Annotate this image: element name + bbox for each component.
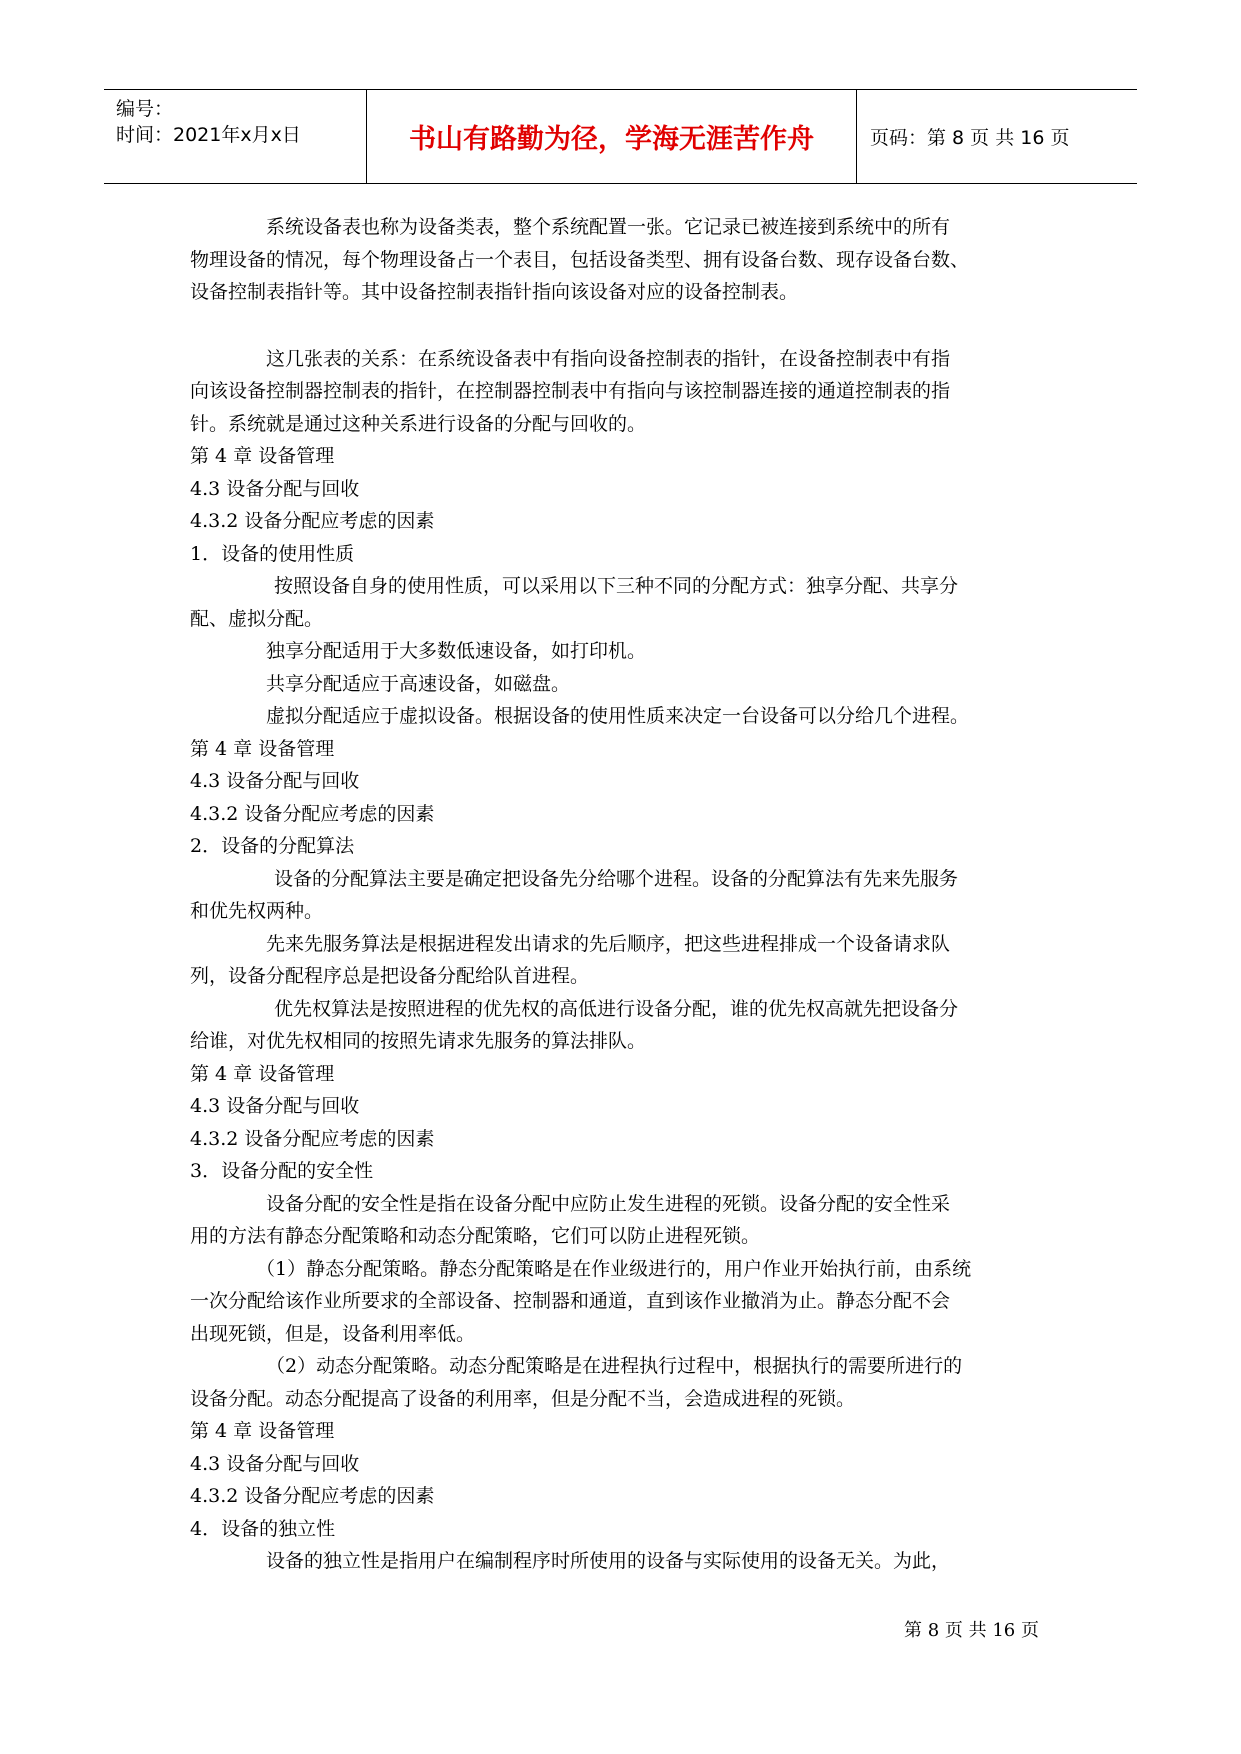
paragraph-line: （1）静态分配策略。静态分配策略是在作业级进行的，用户作业开始执行前，由系统 [256, 1257, 972, 1280]
paragraph-line: 设备控制表指针等。其中设备控制表指针指向该设备对应的设备控制表。 [190, 281, 799, 303]
subsection-heading: 4.3.2 设备分配应考虑的因素 [190, 1127, 435, 1150]
paragraph-line: 列，设备分配程序总是把设备分配给队首进程。 [190, 965, 590, 987]
header-page-cell [856, 90, 1137, 183]
paragraph-line: 针。系统就是通过这种关系进行设备的分配与回收的。 [190, 412, 647, 435]
topic-heading: 2．设备的分配算法 [190, 835, 355, 857]
paragraph-line: 这几张表的关系：在系统设备表中有指向设备控制表的指针，在设备控制表中有指 [266, 347, 951, 370]
paragraph-line: 配、虚拟分配。 [190, 607, 324, 630]
paragraph-line: 物理设备的情况，每个物理设备占一个表目，包括设备类型、拥有设备台数、现存设备台数、 [190, 248, 970, 271]
section-heading: 4.3 设备分配与回收 [190, 770, 360, 792]
subsection-heading: 4.3.2 设备分配应考虑的因素 [190, 510, 435, 532]
page-header [104, 89, 1137, 184]
paragraph-line: 共享分配适应于高速设备，如磁盘。 [266, 672, 571, 695]
topic-heading: 3．设备分配的安全性 [190, 1160, 374, 1182]
paragraph-line: 设备分配的安全性是指在设备分配中应防止发生进程的死锁。设备分配的安全性采 [266, 1192, 951, 1215]
motto: 书山有路勤为径，学海无涯苦作舟 [409, 124, 814, 155]
chapter-heading: 第 4 章 设备管理 [190, 1062, 335, 1085]
topic-heading: 4．设备的独立性 [190, 1517, 336, 1540]
page-footer: 第 8 页 共 16 页 [904, 1620, 1039, 1641]
chapter-heading: 第 4 章 设备管理 [190, 1420, 335, 1442]
paragraph-line: 虚拟分配适应于虚拟设备。根据设备的使用性质来决定一台设备可以分给几个进程。 [266, 705, 970, 727]
subsection-heading: 4.3.2 设备分配应考虑的因素 [190, 802, 435, 825]
paragraph-line: 用的方法有静态分配策略和动态分配策略，它们可以防止进程死锁。 [190, 1225, 761, 1247]
section-heading: 4.3 设备分配与回收 [190, 1452, 360, 1475]
paragraph-line: 优先权算法是按照进程的优先权的高低进行设备分配，谁的优先权高就先把设备分 [274, 997, 959, 1020]
paragraph-line: 先来先服务算法是根据进程发出请求的先后顺序，把这些进程排成一个设备请求队 [266, 932, 951, 955]
paragraph-line: （2）动态分配策略。动态分配策略是在进程执行过程中，根据执行的需要所进行的 [266, 1355, 963, 1377]
chapter-heading: 第 4 章 设备管理 [190, 445, 335, 467]
section-heading: 4.3 设备分配与回收 [190, 477, 360, 500]
paragraph-line: 出现死锁，但是，设备利用率低。 [190, 1322, 476, 1345]
section-heading: 4.3 设备分配与回收 [190, 1095, 360, 1117]
paragraph-gap [190, 309, 1070, 343]
chapter-heading: 第 4 章 设备管理 [190, 737, 335, 760]
paragraph-line: 设备的独立性是指用户在编制程序时所使用的设备与实际使用的设备无关。为此， [266, 1550, 951, 1572]
paragraph-line: 向该设备控制器控制表的指针，在控制器控制表中有指向与该控制器连接的通道控制表的指 [190, 380, 951, 402]
subsection-heading: 4.3.2 设备分配应考虑的因素 [190, 1485, 435, 1507]
page-info: 页码：第 8 页 共 16 页 [870, 127, 1070, 149]
paragraph-line: 系统设备表也称为设备类表，整个系统配置一张。它记录已被连接到系统中的所有 [266, 216, 951, 238]
paragraph-line: 和优先权两种。 [190, 900, 324, 922]
date-line: 时间：2021年x月x日 [116, 124, 301, 146]
paragraph-line: 一次分配给该作业所要求的全部设备、控制器和通道，直到该作业撤消为止。静态分配不会 [190, 1290, 951, 1312]
paragraph-line: 设备分配。动态分配提高了设备的利用率，但是分配不当，会造成进程的死锁。 [190, 1387, 856, 1410]
serial-label: 编号： [116, 98, 174, 120]
header-motto-cell [366, 90, 857, 183]
paragraph-line: 按照设备自身的使用性质，可以采用以下三种不同的分配方式：独享分配、共享分 [274, 575, 959, 597]
document-body [190, 211, 1070, 1578]
paragraph-line: 设备的分配算法主要是确定把设备先分给哪个进程。设备的分配算法有先来先服务 [274, 867, 959, 890]
paragraph-line: 独享分配适用于大多数低速设备，如打印机。 [266, 640, 647, 662]
topic-heading: 1．设备的使用性质 [190, 542, 355, 565]
paragraph-line: 给谁，对优先权相同的按照先请求先服务的算法排队。 [190, 1030, 647, 1052]
header-meta-cell [104, 90, 366, 183]
